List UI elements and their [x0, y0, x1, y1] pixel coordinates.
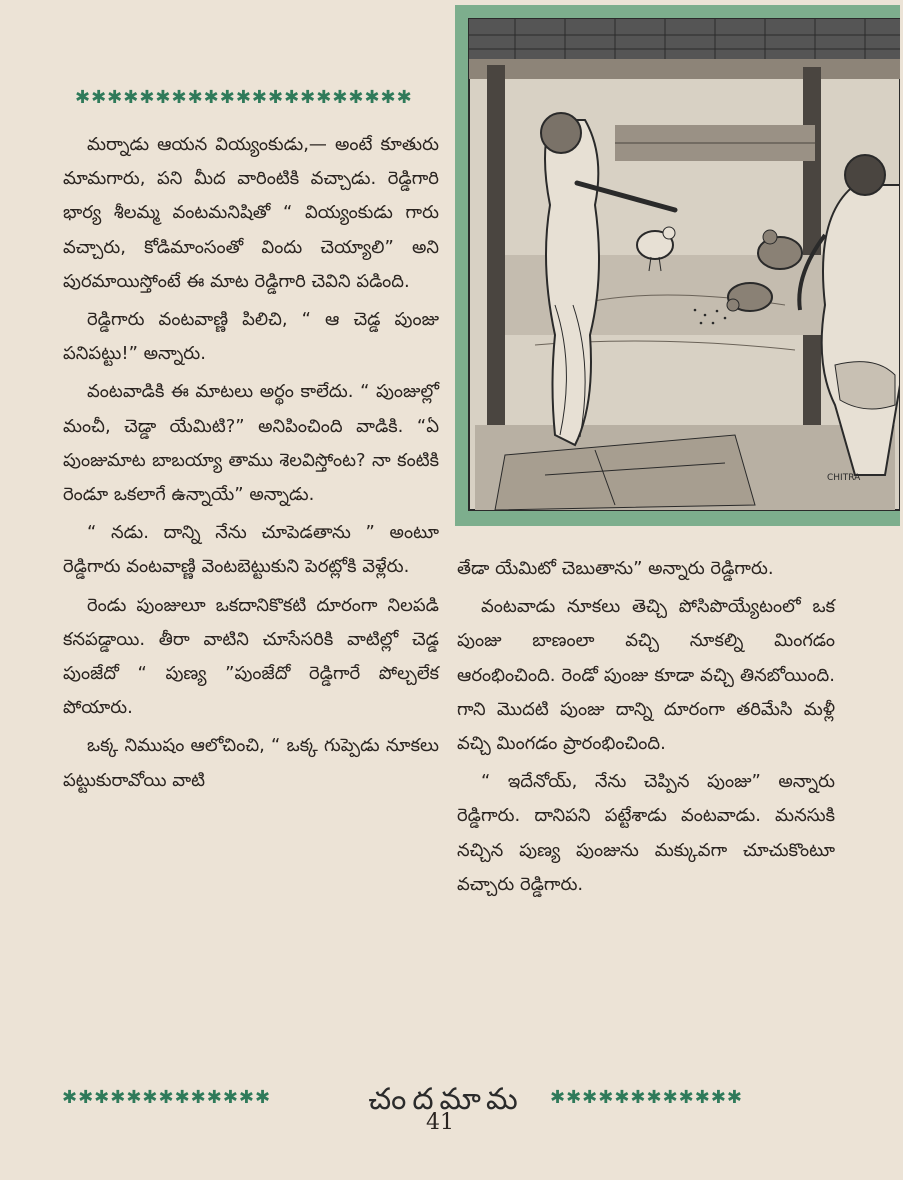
- footer-ornament-right: ✱✱✱✱✱✱✱✱✱✱✱✱: [550, 1088, 743, 1108]
- paragraph: మర్నాడు ఆయన వియ్యంకుడు,— అంటే కూతురు మామగారు, పని మీద వారింటికి వచ్చాడు. రెడ్డిగారి భార్య శీలమ్మ వంటమనిషితో “ వియ్యంకుడు గారు వచ్చారు, కోడిమాంసంతో విందు చెయ్యాలి” అని పురమాయిస్తోంటే ఈ మాట రెడ్డిగారి చెవిని పడింది.: [63, 134, 439, 292]
- paragraph: “ నడు. దాన్ని నేను చూపెడతాను ” అంటూ రెడ్డిగారు వంటవాణ్ణి వెంటబెట్టుకుని పెరట్లోకి వెళ్లేరు.: [63, 522, 439, 578]
- left-text-column: [63, 128, 439, 802]
- paragraph: వంటవాడికి ఈ మాటలు అర్థం కాలేదు. “ పుంజుల్లో మంచీ, చెడ్డా యేమిటి?” అనిపించింది వాడికి. “ఏ పుంజుమాట బాబయ్యా తాము శెలవిస్తోంట? నా కంటికి రెండూ ఒకలాగే ఉన్నాయే” అన్నాడు.: [63, 381, 439, 506]
- paragraph: తేడా యేమిటో చెబుతాను” అన్నారు రెడ్డిగారు.: [457, 558, 774, 579]
- illustration-drawing: [455, 5, 900, 526]
- right-text-column: [457, 552, 835, 906]
- footer-ornament-left: ✱✱✱✱✱✱✱✱✱✱✱✱✱: [62, 1088, 272, 1108]
- paragraph: రెడ్డిగారు వంటవాణ్ణి పిలిచి, “ ఆ చెడ్డ పుంజు పనిపట్టు!” అన్నారు.: [63, 309, 439, 365]
- paragraph: వంటవాడు నూకలు తెచ్చి పోసిపొయ్యేటంలో ఒక పుంజు బాణంలా వచ్చి నూకల్ని మింగడం ఆరంభించింది. రెండో పుంజు కూడా వచ్చి తినబోయింది. గాని మొదటి పుంజు దాన్ని దూరంగా తరిమేసి మళ్లీ వచ్చి మింగడం ప్రారంభించింది.: [457, 596, 835, 755]
- page-number: 41: [426, 1110, 454, 1135]
- illustrator-signature: CHITRA: [827, 473, 861, 483]
- story-illustration: [455, 5, 900, 526]
- paragraph: ఒక్క నిముషం ఆలోచించి, “ ఒక్క గుప్పెడు నూకలు పట్టుకురావోయి వాటి: [63, 735, 439, 791]
- top-ornament-border: ✱✱✱✱✱✱✱✱✱✱✱✱✱✱✱✱✱✱✱✱✱: [75, 88, 413, 108]
- magazine-title: చందమామ: [368, 1082, 524, 1117]
- paragraph: రెండు పుంజులూ ఒకదానికొకటి దూరంగా నిలపడి కనపడ్డాయి. తీరా వాటిని చూసేసరికి వాటిల్లో చెడ్డ పుంజేదో “ పుణ్య ”పుంజేదో రెడ్డిగారే పోల్చలేక పోయారు.: [63, 594, 439, 719]
- paragraph: “ ఇదేనోయ్, నేను చెప్పిన పుంజు” అన్నారు రెడ్డిగారు. దానిపని పట్టేశాడు వంటవాడు. మనసుకి నచ్చిన పుణ్య పుంజును మక్కువగా చూచుకొంటూ వచ్చారు రెడ్డిగారు.: [457, 771, 835, 895]
